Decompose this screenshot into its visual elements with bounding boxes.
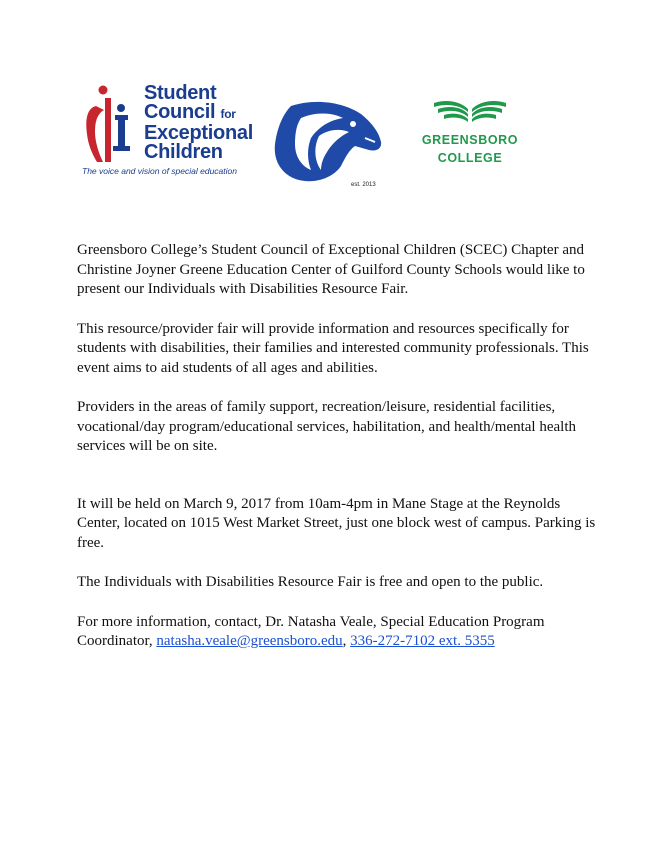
scec-logo [82,84,267,184]
college-name-line1: GREENSBORO [421,133,519,147]
greensboro-college-logo [410,93,530,173]
scec-figure-icon [82,84,142,166]
horse-head-icon [271,98,383,184]
college-name-line2: COLLEGE [437,151,503,165]
announcement-body [77,241,597,652]
contact-text: For more information, contact, Dr. Natasha Veale, Special Education Program Coordinator, [77,613,545,649]
contact-email-link[interactable]: natasha.veale@greensboro.edu [156,633,343,649]
mascot-logo [271,98,386,193]
contact-separator: , [342,633,347,649]
paragraph-contact [77,613,597,652]
paragraph-purpose: This resource/provider fair will provide information and resources specifically for students with disabilities, their families and interested community professionals. This event aims to aid students of all ages and abilities. [77,320,589,376]
scec-logo-line2: Council [144,101,216,123]
scec-logo-for: for [220,107,236,121]
scec-logo-line1: Student [144,82,217,104]
contact-phone-link[interactable]: 336-272-7102 ext. 5355 [350,633,495,649]
paragraph-event-details: It will be held on March 9, 2017 from 10am-4pm in Mane Stage at the Reynolds Center, located on 1015 West Market Street, just one block west of campus. Parking is free. [77,495,596,551]
open-book-icon [410,93,530,125]
mascot-est-label: est. 2013 [351,182,376,188]
scec-logo-line4: Children [144,141,223,163]
paragraph-providers: Providers in the areas of family support, recreation/leisure, residential facilities, vocational/day program/educational services, habilitation, and health/mental health services will be on site. [77,399,576,454]
paragraph-public: The Individuals with Disabilities Resource Fair is free and open to the public. [77,574,544,590]
scec-logo-line3: Exceptional [144,122,253,144]
scec-tagline: The voice and vision of special education [82,166,237,176]
paragraph-intro: Greensboro College’s Student Council of Exceptional Children (SCEC) Chapter and Christine Joyner Greene Education Center of Guilford County Schools would like to present our Individuals with Disabilities Resource Fair. [77,242,585,297]
